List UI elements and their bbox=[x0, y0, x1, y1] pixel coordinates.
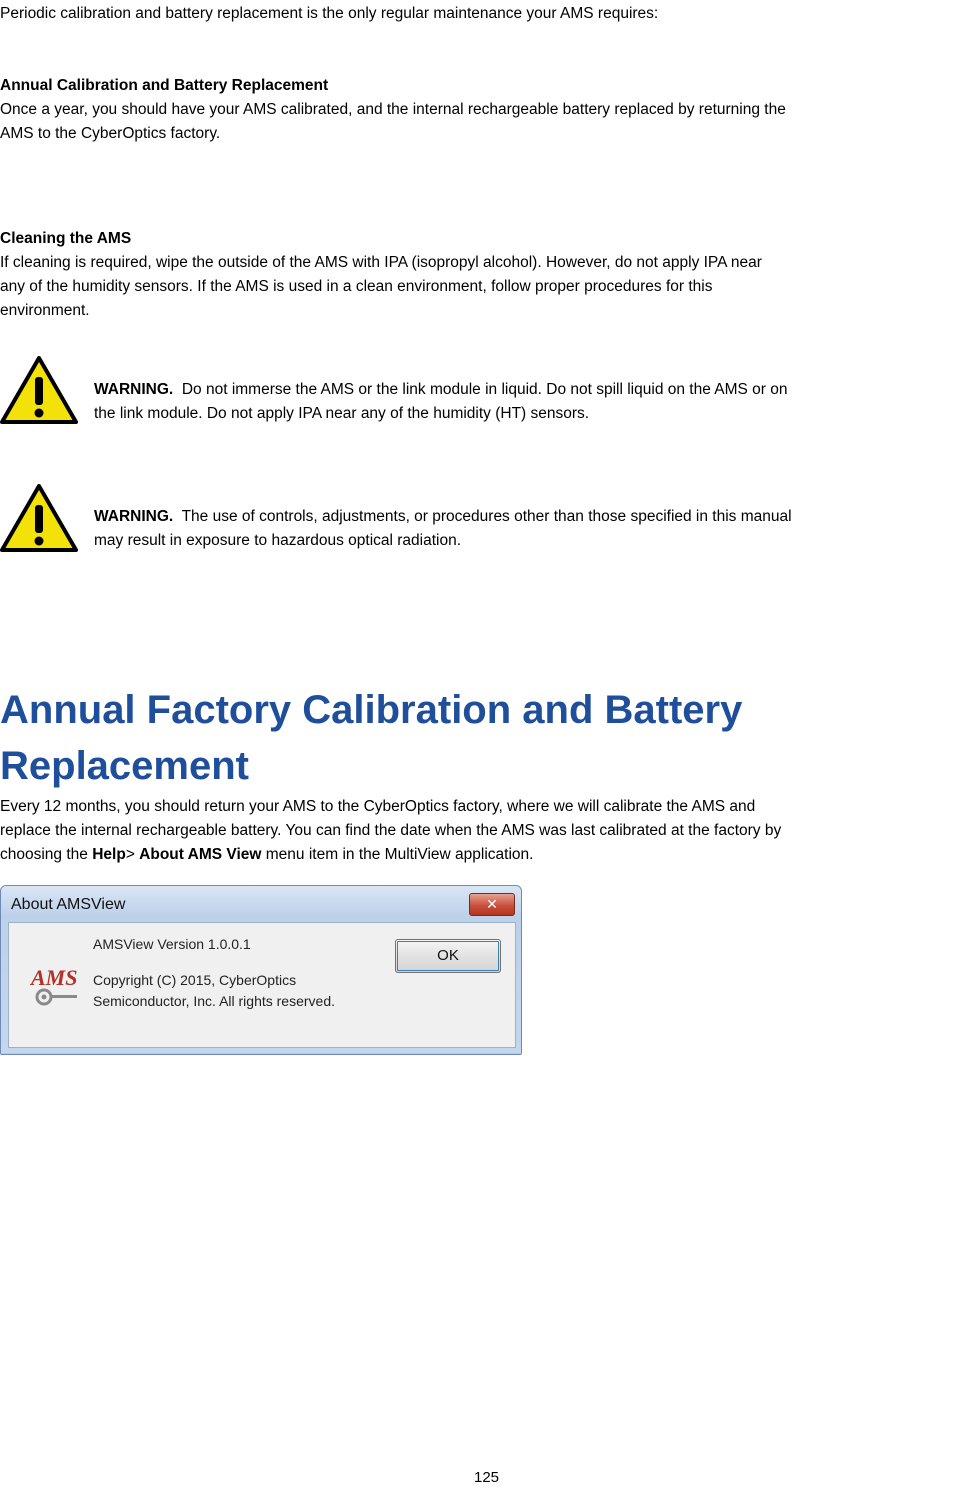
version-text: AMSView Version 1.0.0.1 bbox=[93, 936, 251, 952]
dialog-title: About AMSView bbox=[11, 896, 126, 913]
copyright-line-2: Semiconductor, Inc. All rights reserved. bbox=[93, 993, 335, 1009]
section-line-3 bbox=[0, 843, 533, 867]
close-icon: ✕ bbox=[486, 896, 498, 912]
copyright-line-1: Copyright (C) 2015, CyberOptics bbox=[93, 972, 297, 988]
cleaning-heading: Cleaning the AMS bbox=[0, 230, 132, 247]
menu-help: Help bbox=[92, 846, 126, 863]
annual-line-2: AMS to the CyberOptics factory. bbox=[0, 125, 221, 142]
warning-1-line-2: the link module. Do not apply IPA near any of the humidity (HT) sensors. bbox=[94, 405, 590, 422]
page-number: 125 bbox=[473, 1469, 500, 1486]
dialog-border bbox=[1, 1053, 521, 1054]
warning-2-line-1 bbox=[94, 505, 969, 529]
section-title-line-2: Replacement bbox=[0, 744, 249, 788]
logo-text: AMS bbox=[31, 965, 78, 990]
warning-icon bbox=[0, 483, 78, 553]
menu-about-ams-view: About AMS View bbox=[139, 846, 262, 863]
cleaning-line-2: any of the humidity sensors. If the AMS is used in a clean environment, follow proper procedures for this bbox=[0, 278, 713, 295]
annual-heading: Annual Calibration and Battery Replacement bbox=[0, 77, 329, 94]
dialog-body bbox=[8, 922, 516, 1048]
warning-1-line-1 bbox=[94, 378, 969, 402]
close-button[interactable] bbox=[469, 893, 515, 916]
warning-2-text: The use of controls, adjustments, or procedures other than those specified in this manual bbox=[181, 508, 792, 525]
menu-separator: > bbox=[125, 846, 140, 863]
line-text: menu item in the MultiView application. bbox=[261, 846, 534, 863]
about-dialog bbox=[0, 885, 522, 1055]
warning-icon bbox=[0, 355, 78, 425]
warning-2-line-2: may result in exposure to hazardous optical radiation. bbox=[94, 532, 462, 549]
ams-logo-icon bbox=[29, 959, 81, 1011]
cleaning-line-3: environment. bbox=[0, 302, 90, 319]
warning-label: WARNING. bbox=[94, 508, 174, 525]
warning-label: WARNING. bbox=[94, 381, 174, 398]
ok-button[interactable]: OK bbox=[395, 939, 501, 973]
section-line-2: replace the internal rechargeable battery. You can find the date when the AMS was last calibrated at the factory by bbox=[0, 822, 782, 839]
section-line-1: Every 12 months, you should return your AMS to the CyberOptics factory, where we will calibrate the AMS and bbox=[0, 798, 756, 815]
warning-1-text: Do not immerse the AMS or the link module in liquid. Do not spill liquid on the AMS or on bbox=[181, 381, 788, 398]
section-title-line-1: Annual Factory Calibration and Battery bbox=[0, 688, 743, 732]
line-text: choosing the bbox=[0, 846, 93, 863]
cleaning-line-1: If cleaning is required, wipe the outside of the AMS with IPA (isopropyl alcohol). However, do not apply IPA near bbox=[0, 254, 762, 271]
intro-text: Periodic calibration and battery replacement is the only regular maintenance your AMS requires: bbox=[0, 5, 659, 22]
annual-line-1: Once a year, you should have your AMS calibrated, and the internal rechargeable battery replaced by returning the bbox=[0, 101, 786, 118]
